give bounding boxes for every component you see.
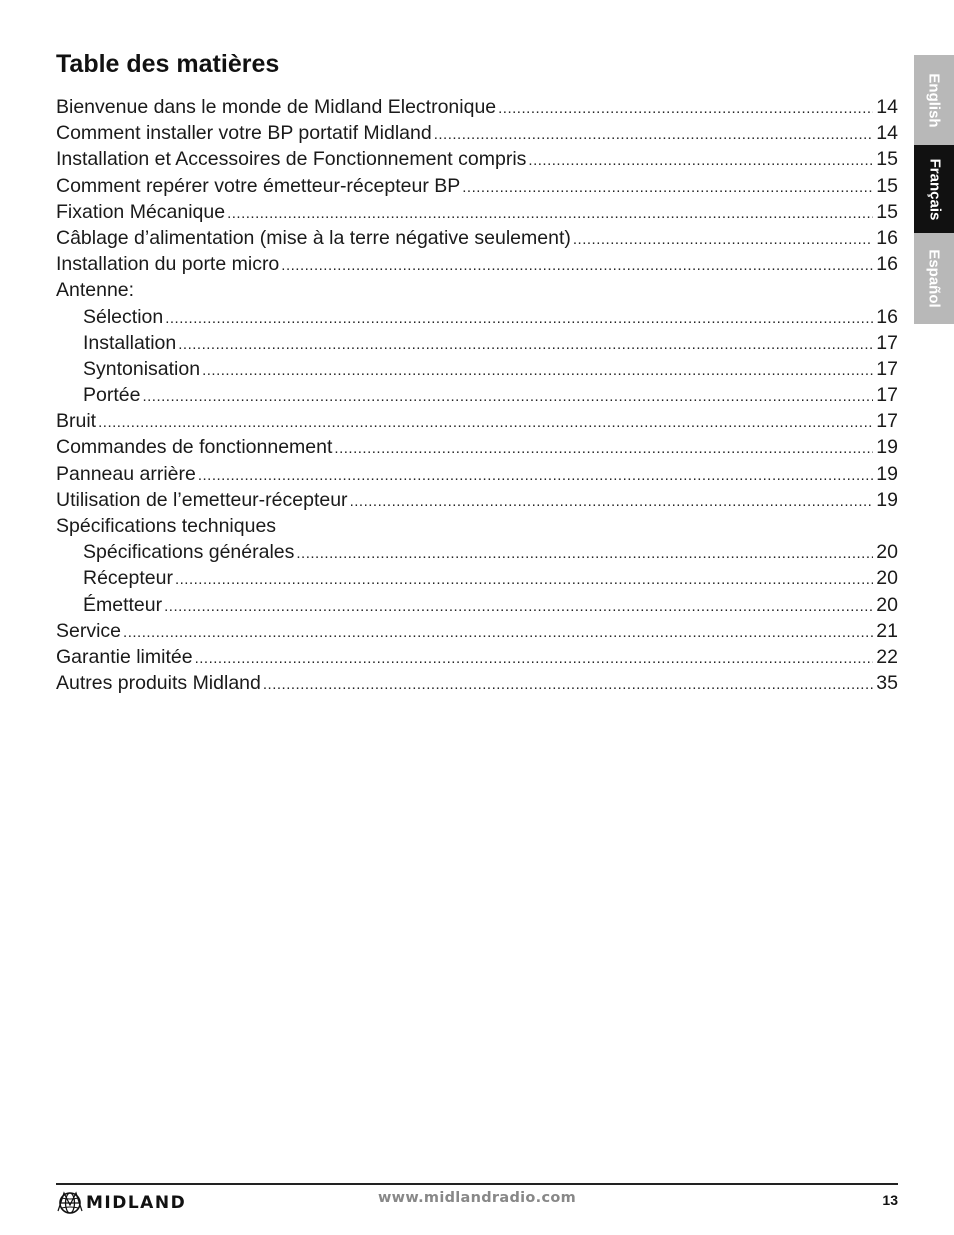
toc-subentry[interactable] [56, 382, 898, 408]
toc-entry-label: Garantie limitée [56, 645, 193, 668]
toc-subentry[interactable] [56, 356, 898, 382]
toc-entry-label: Comment installer votre BP portatif Midland [56, 122, 432, 145]
toc-leader [195, 646, 874, 670]
tab-label: Français [926, 158, 944, 220]
toc-entry[interactable] [56, 434, 898, 460]
toc-entry[interactable] [56, 94, 898, 120]
toc-leader [142, 384, 873, 408]
toc-entry-page: 20 [876, 541, 898, 564]
toc-entry-label: Spécifications générales [83, 541, 295, 564]
toc-leader [573, 227, 873, 251]
toc-entry[interactable] [56, 644, 898, 670]
tab-label: Español [926, 249, 944, 308]
toc-entry[interactable] [56, 251, 898, 277]
toc-entry[interactable] [56, 487, 898, 513]
toc-entry[interactable] [56, 173, 898, 199]
toc-entry-page: 15 [876, 148, 898, 171]
toc-leader [281, 253, 873, 277]
toc-entry-label: Sélection [83, 305, 164, 328]
toc-entry-label: Installation [83, 331, 177, 354]
toc-section-heading [56, 513, 898, 539]
toc-entry-label: Comment repérer votre émetteur-récepteur BP [56, 174, 461, 197]
toc-entry-page: 17 [876, 384, 898, 407]
toc-entry-page: 15 [876, 200, 898, 223]
toc-entry-page: 21 [876, 619, 898, 642]
toc-entry-label: Bruit [56, 410, 97, 433]
toc-entry-page: 19 [876, 488, 898, 511]
table-of-contents [56, 94, 898, 696]
toc-entry-page: 14 [876, 122, 898, 145]
toc-leader [498, 96, 873, 120]
toc-leader [175, 567, 873, 591]
toc-entry-page: 17 [876, 357, 898, 380]
page-title: Table des matières [56, 50, 280, 78]
toc-leader [350, 489, 874, 513]
toc-entry-label: Récepteur [83, 567, 173, 590]
logo-text: MIDLAND [86, 1193, 187, 1213]
toc-leader [227, 201, 873, 225]
toc-leader [334, 436, 873, 460]
toc-leader [434, 122, 874, 146]
page-number: 13 [882, 1192, 898, 1208]
toc-leader [528, 148, 873, 172]
toc-subentry[interactable] [56, 565, 898, 591]
toc-entry[interactable] [56, 120, 898, 146]
toc-entry[interactable] [56, 146, 898, 172]
toc-entry-page: 19 [876, 436, 898, 459]
toc-entry-label: Installation et Accessoires de Fonctionnement compris [56, 148, 527, 171]
toc-entry-label: Émetteur [83, 593, 163, 616]
toc-entry-label: Commandes de fonctionnement [56, 436, 333, 459]
tab-label: English [926, 72, 944, 128]
tab-english[interactable] [914, 55, 954, 145]
toc-entry[interactable] [56, 618, 898, 644]
toc-entry-label: Fixation Mécanique [56, 200, 226, 223]
toc-entry-page: 16 [876, 253, 898, 276]
toc-entry[interactable] [56, 461, 898, 487]
toc-entry-label: Bienvenue dans le monde de Midland Electronique [56, 96, 497, 118]
toc-leader [165, 306, 873, 330]
toc-leader [296, 541, 873, 565]
toc-leader [98, 410, 873, 434]
toc-entry-page: 17 [876, 410, 898, 433]
tab-francais[interactable] [914, 145, 954, 233]
toc-entry-page: 15 [876, 174, 898, 197]
toc-entry-page: 22 [876, 645, 898, 668]
toc-entry-label: Câblage d’alimentation (mise à la terre négative seulement) [56, 226, 571, 249]
toc-leader [164, 594, 873, 618]
toc-leader [202, 358, 873, 382]
toc-leader [198, 463, 873, 487]
toc-leader [123, 620, 873, 644]
toc-subentry[interactable] [56, 304, 898, 330]
toc-entry-label: Antenne: [56, 279, 135, 302]
toc-entry-label: Installation du porte micro [56, 253, 280, 276]
toc-entry-page: 17 [876, 331, 898, 354]
toc-entry-page: 14 [876, 96, 898, 118]
toc-entry-page: 16 [876, 226, 898, 249]
toc-leader [263, 672, 873, 696]
toc-entry[interactable] [56, 199, 898, 225]
footer-divider [56, 1183, 898, 1185]
language-tabs [914, 55, 954, 324]
toc-leader [178, 332, 873, 356]
toc-entry-label: Service [56, 619, 122, 642]
toc-entry-page: 19 [876, 462, 898, 485]
toc-entry[interactable] [56, 670, 898, 696]
website-url[interactable]: www.midlandradio.com [377, 1190, 577, 1206]
toc-entry-page: 35 [876, 672, 898, 695]
toc-entry-label: Spécifications techniques [56, 515, 277, 537]
toc-entry-page: 20 [876, 593, 898, 616]
tab-espanol[interactable] [914, 233, 954, 324]
toc-entry[interactable] [56, 408, 898, 434]
toc-subentry[interactable] [56, 592, 898, 618]
toc-entry-page: 20 [876, 567, 898, 590]
toc-entry-label: Autres produits Midland [56, 672, 261, 695]
toc-subentry[interactable] [56, 330, 898, 356]
toc-entry-label: Portée [83, 384, 141, 407]
toc-section-heading [56, 277, 898, 303]
toc-entry-label: Utilisation de l’emetteur-récepteur [56, 488, 348, 511]
toc-subentry[interactable] [56, 539, 898, 565]
toc-entry-label: Panneau arrière [56, 462, 196, 485]
toc-entry[interactable] [56, 225, 898, 251]
toc-leader [462, 175, 873, 199]
toc-entry-label: Syntonisation [83, 357, 201, 380]
toc-entry-page: 16 [876, 305, 898, 328]
